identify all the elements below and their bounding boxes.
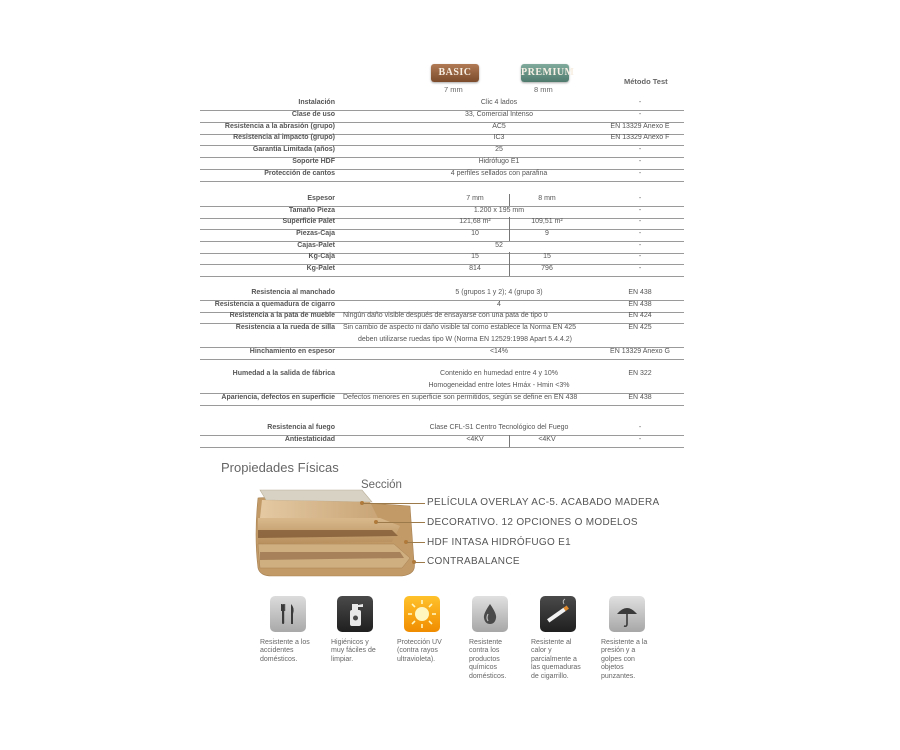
row-label: Hinchamiento en espesor bbox=[249, 348, 335, 355]
row-method: - bbox=[638, 218, 642, 225]
row-method: EN 424 bbox=[628, 312, 652, 319]
row-method: - bbox=[638, 253, 642, 260]
row-value-premium: 15 bbox=[543, 253, 551, 260]
row-method: EN 13329 Anexo G bbox=[610, 348, 670, 355]
row-value-basic: <4KV bbox=[466, 436, 484, 443]
table-row bbox=[200, 369, 684, 381]
layer-label-overlay: PELÍCULA OVERLAY AC-5. ACABADO MADERA bbox=[427, 497, 660, 508]
row-value: Contenido en humedad entre 4 y 10% bbox=[440, 370, 558, 377]
table-row bbox=[200, 145, 684, 158]
row-value: Hidrófugo E1 bbox=[478, 158, 520, 165]
row-label: Humedad a la salida de fábrica bbox=[232, 370, 335, 377]
row-value: 5 (grupos 1 y 2); 4 (grupo 3) bbox=[455, 289, 543, 296]
sun-icon bbox=[404, 596, 440, 632]
table-row bbox=[200, 347, 684, 360]
overlay-leader-line bbox=[363, 503, 425, 504]
table-row bbox=[200, 229, 684, 242]
hdf-leader-line bbox=[407, 542, 425, 543]
table-row bbox=[200, 110, 684, 123]
premium-thickness: 8 mm bbox=[534, 85, 553, 94]
row-method: - bbox=[638, 242, 642, 249]
row-label: Protección de cantos bbox=[264, 170, 335, 177]
row-label: Resistencia al fuego bbox=[267, 424, 335, 431]
row-method: - bbox=[638, 158, 642, 165]
layer-label-hdf: HDF INTASA HIDRÓFUGO E1 bbox=[427, 537, 571, 548]
column-divider bbox=[509, 229, 510, 241]
feature-caption-6: Resistente a la presión y a golpes con objetos punzantes. bbox=[601, 639, 648, 680]
row-label: Resistencia a la pata de mueble bbox=[229, 312, 335, 319]
row-label: Resistencia a quemadura de cigarro bbox=[214, 301, 335, 308]
row-method: - bbox=[638, 424, 642, 431]
row-label: Superficie Palet bbox=[282, 218, 335, 225]
column-divider bbox=[509, 264, 510, 276]
row-value: Clase CFL-S1 Centro Tecnológico del Fuego bbox=[429, 424, 569, 431]
row-label: Instalación bbox=[298, 99, 335, 106]
row-method: - bbox=[638, 230, 642, 237]
utensils-icon bbox=[270, 596, 306, 632]
section-title: Propiedades Físicas bbox=[221, 460, 339, 475]
table-row bbox=[200, 288, 684, 301]
row-label: Tamaño Pieza bbox=[288, 207, 335, 214]
row-method: EN 13329 Anexo E bbox=[610, 123, 670, 130]
cigarette-icon bbox=[540, 596, 576, 632]
row-value: 1.200 x 195 mm bbox=[473, 207, 525, 214]
row-label: Piezas-Caja bbox=[296, 230, 335, 237]
umbrella-icon bbox=[609, 596, 645, 632]
row-value-basic: 814 bbox=[469, 265, 481, 272]
feature-caption-3: Protección UV (contra rayos ultravioleta). bbox=[397, 639, 442, 663]
row-value-basic: 7 mm bbox=[466, 195, 484, 202]
row-value-premium: 8 mm bbox=[538, 195, 556, 202]
column-divider bbox=[509, 252, 510, 264]
method-header: Método Test bbox=[624, 77, 668, 86]
basic-badge: BASIC bbox=[431, 64, 479, 82]
row-label: Resistencia a la rueda de silla bbox=[235, 324, 335, 331]
table-row bbox=[200, 133, 684, 146]
row-value: Ningún daño visible después de ensayarse con una pata de tipo 0 bbox=[343, 312, 548, 319]
row-value: Defectos menores en superficie son permitidos, según se define en EN 438 bbox=[343, 394, 578, 401]
table-row bbox=[200, 169, 684, 182]
cross-section-title: Sección bbox=[361, 479, 402, 491]
row-method: - bbox=[638, 111, 642, 118]
row-label: Kg-Caja bbox=[308, 253, 335, 260]
row-value-basic: 121,68 m² bbox=[459, 218, 491, 225]
row-method: - bbox=[638, 99, 642, 106]
column-divider bbox=[509, 194, 510, 206]
layer-label-decorative: DECORATIVO. 12 OPCIONES O MODELOS bbox=[427, 517, 638, 528]
cross-section-illustration bbox=[252, 486, 427, 578]
table-row bbox=[200, 217, 684, 230]
row-method: - bbox=[638, 265, 642, 272]
table-row bbox=[200, 98, 684, 111]
row-method: - bbox=[638, 207, 642, 214]
feature-caption-4: Resistente contra los productos químicos domésticos. bbox=[469, 639, 507, 680]
row-value-basic: 15 bbox=[471, 253, 479, 260]
table-row bbox=[200, 252, 684, 265]
column-divider bbox=[509, 435, 510, 447]
row-value: Sin cambio de aspecto ni daño visible tal como establece la Norma EN 425 bbox=[343, 324, 577, 331]
chemical-drop-icon bbox=[472, 596, 508, 632]
row-method: EN 438 bbox=[628, 301, 652, 308]
table-row bbox=[200, 264, 684, 277]
row-value: 52 bbox=[495, 242, 503, 249]
row-label: Apariencia, defectos en superficie bbox=[221, 394, 335, 401]
row-value: 4 bbox=[497, 301, 501, 308]
counterbalance-leader-line bbox=[415, 562, 425, 563]
row-value: 25 bbox=[495, 146, 503, 153]
cleaning-spray-icon bbox=[337, 596, 373, 632]
row-value: 33, Comercial Intenso bbox=[464, 111, 534, 118]
table-row bbox=[200, 335, 684, 348]
table-row bbox=[200, 157, 684, 170]
row-label: Resistencia al manchado bbox=[251, 289, 335, 296]
row-method: EN 438 bbox=[628, 394, 652, 401]
row-value: 4 perfiles sellados con parafina bbox=[450, 170, 548, 177]
premium-badge: PREMIUM bbox=[521, 64, 569, 82]
row-label: Resistencia a la abrasión (grupo) bbox=[224, 123, 335, 130]
row-value-continued: Homogeneidad entre lotes Hmáx - Hmin <3% bbox=[428, 382, 570, 389]
basic-thickness: 7 mm bbox=[444, 85, 463, 94]
row-label: Soporte HDF bbox=[292, 158, 335, 165]
row-method: EN 438 bbox=[628, 289, 652, 296]
row-value-premium: <4KV bbox=[538, 436, 556, 443]
row-label: Resistencia al impacto (grupo) bbox=[233, 134, 335, 141]
row-value-continued: deben utilizarse ruedas tipo W (Norma EN 12529:1998 Apart 5.4.4.2) bbox=[358, 336, 573, 343]
table-row bbox=[200, 435, 684, 448]
table-row bbox=[200, 311, 684, 324]
column-divider bbox=[509, 217, 510, 229]
row-method: - bbox=[638, 436, 642, 443]
row-method: - bbox=[638, 195, 642, 202]
row-label: Kg-Palet bbox=[306, 265, 335, 272]
row-value-basic: 10 bbox=[471, 230, 479, 237]
decorative-leader-line bbox=[377, 522, 425, 523]
row-label: Antiestaticidad bbox=[284, 436, 335, 443]
row-label: Clase de uso bbox=[291, 111, 335, 118]
row-value: <14% bbox=[489, 348, 509, 355]
row-label: Cajas-Palet bbox=[297, 242, 335, 249]
table-row bbox=[200, 423, 684, 436]
table-row bbox=[200, 194, 684, 207]
feature-caption-2: Higiénicos y muy fáciles de limpiar. bbox=[331, 639, 376, 663]
row-value: AC5 bbox=[492, 123, 506, 130]
layer-label-counterbalance: CONTRABALANCE bbox=[427, 556, 520, 567]
row-value: Clic 4 lados bbox=[480, 99, 518, 106]
row-value-premium: 109,51 m² bbox=[531, 218, 563, 225]
row-method: EN 13329 Anexo F bbox=[610, 134, 670, 141]
overlay-layer bbox=[260, 490, 372, 502]
row-value-premium: 9 bbox=[545, 230, 549, 237]
table-row bbox=[200, 393, 684, 406]
feature-caption-1: Resistente a los accidentes domésticos. bbox=[260, 639, 310, 663]
row-value: IC3 bbox=[493, 134, 505, 141]
row-method: - bbox=[638, 146, 642, 153]
table-row bbox=[200, 323, 684, 335]
row-method: EN 322 bbox=[628, 370, 652, 377]
row-method: EN 425 bbox=[628, 324, 652, 331]
row-value-premium: 796 bbox=[541, 265, 553, 272]
row-label: Espesor bbox=[307, 195, 335, 202]
row-method: - bbox=[638, 170, 642, 177]
row-label: Garantía Limitada (años) bbox=[252, 146, 335, 153]
table-row bbox=[200, 381, 684, 394]
feature-caption-5: Resistente al calor y parcialmente a las quemaduras de cigarrillo. bbox=[531, 639, 581, 680]
